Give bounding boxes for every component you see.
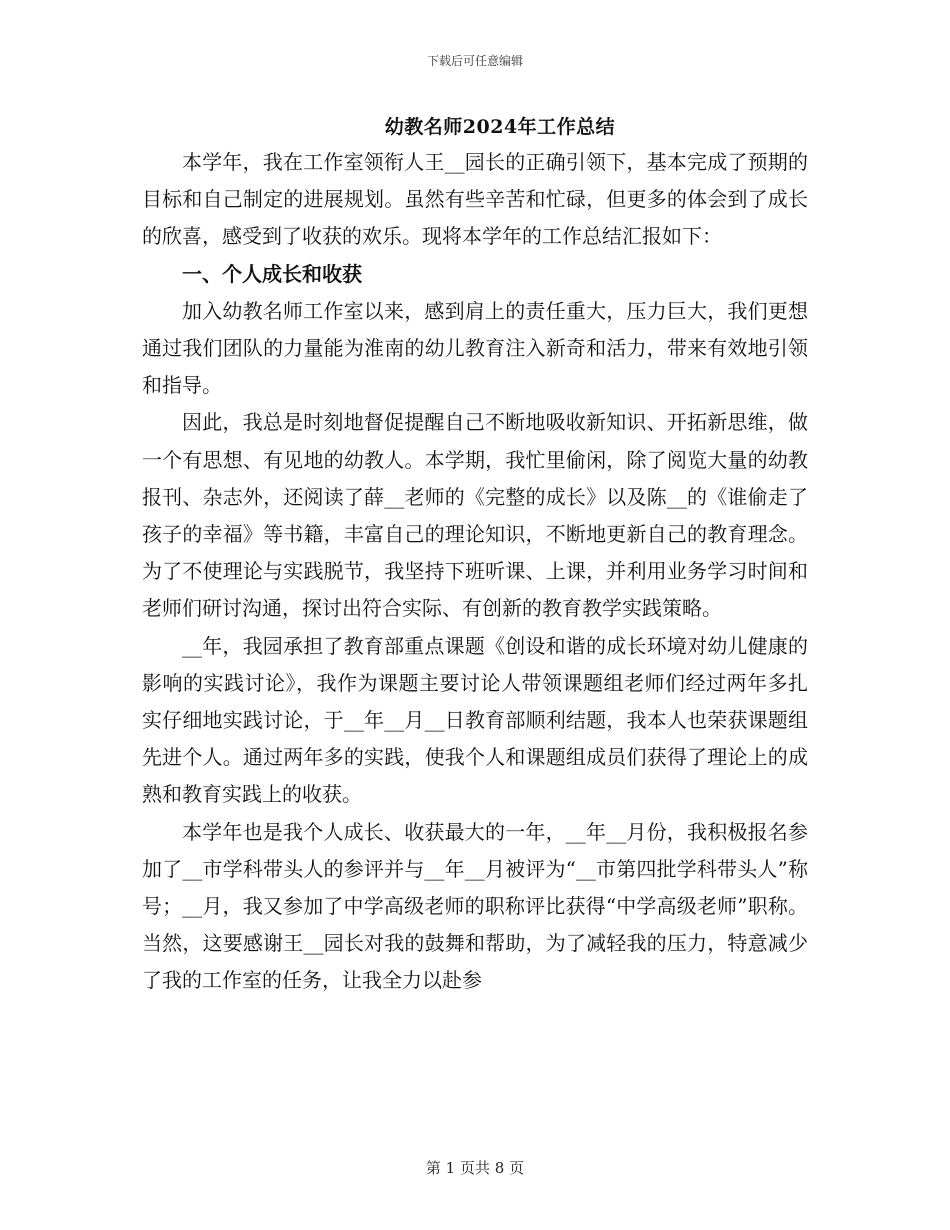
paragraph: 本学年也是我个人成长、收获最大的一年，__年__月份，我积极报名参加了__市学科带头人的参评并与__年__月被评为“__市第四批学科带头人”称号；__月，我又参加了中学高级老师的职称评比获得“中学高级老师”职称。当然，这要感谢王__园长对我的鼓舞和帮助，为了减轻我的压力，特意减少了我的工作室的任务，让我全力以赴参 (142, 819, 808, 993)
paragraph: 加入幼教名师工作室以来，感到肩上的责任重大，压力巨大，我们更想通过我们团队的力量能为淮南的幼儿教育注入新奇和活力，带来有效地引领和指导。 (142, 298, 808, 398)
section-heading: 一、个人成长和收获 (182, 261, 362, 286)
document-title: 幼教名师2024年工作总结 (384, 116, 616, 138)
paragraph: 因此，我总是时刻地督促提醒自己不断地吸收新知识、开拓新思维，做一个有思想、有见地的幼教人。本学期，我忙里偷闲，除了阅览大量的幼教报刊、杂志外，还阅读了薛__老师的《完整的成长》以及陈__的《谁偷走了孩子的幸福》等书籍，丰富自己的理论知识，不断地更新自己的教育理念。为了不使理论与实践脱节，我坚持下班听课、上课，并利用业务学习时间和老师们研讨沟通，探讨出符合实际、有创新的教育教学实践策略。 (142, 410, 808, 621)
document-body (142, 144, 808, 1000)
paragraph: __年，我园承担了教育部重点课题《创设和谐的成长环境对幼儿健康的影响的实践讨论》，我作为课题主要讨论人带领课题组老师们经过两年多扎实仔细地实践讨论，于__年__月__日教育部顺利结题，我本人也荣获课题组先进个人。通过两年多的实践，使我个人和课题组成员们获得了理论上的成熟和教育实践上的收获。 (142, 633, 808, 807)
paragraph-intro: 本学年，我在工作室领衔人王__园长的正确引领下，基本完成了预期的目标和自己制定的进展规划。虽然有些辛苦和忙碌，但更多的体会到了成长的欣喜，感受到了收获的欢乐。现将本学年的工作总结汇报如下： (142, 150, 808, 249)
header-note: 下载后可任意编辑 (426, 54, 523, 68)
page-number: 第 1 页共 8 页 (425, 1159, 525, 1177)
